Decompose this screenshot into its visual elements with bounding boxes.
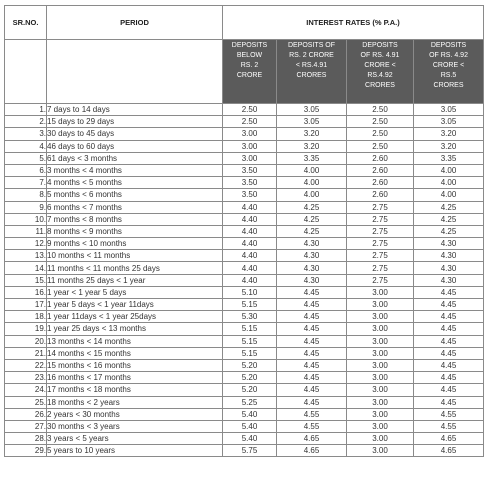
- sr-no-cell: 17.: [5, 299, 47, 311]
- rate-cell: 5.30: [223, 311, 277, 323]
- period-subheader-blank: [47, 40, 223, 104]
- period-cell: 3 years < 5 years: [47, 433, 223, 445]
- rate-cell: 4.00: [414, 189, 484, 201]
- sr-no-cell: 15.: [5, 274, 47, 286]
- sr-no-cell: 10.: [5, 213, 47, 225]
- rate-cell: 3.00: [347, 335, 414, 347]
- interest-rate-table-container: [4, 5, 484, 457]
- rate-cell: 4.55: [277, 420, 347, 432]
- rate-cell: 3.05: [414, 104, 484, 116]
- rate-cell: 4.40: [223, 238, 277, 250]
- period-cell: 1 year 5 days < 1 year 11days: [47, 299, 223, 311]
- rate-cell: 5.20: [223, 384, 277, 396]
- table-row: [5, 262, 484, 274]
- rate-cell: 4.30: [414, 238, 484, 250]
- deposit-bracket-header-line: RS. 2: [240, 62, 259, 69]
- rate-cell: 4.25: [277, 213, 347, 225]
- period-cell: 10 months < 11 months: [47, 250, 223, 262]
- rate-cell: 5.20: [223, 359, 277, 371]
- period-cell: 16 months < 17 months: [47, 372, 223, 384]
- table-row: [5, 152, 484, 164]
- rate-cell: 3.00: [347, 299, 414, 311]
- sr-no-cell: 23.: [5, 372, 47, 384]
- table-row: [5, 384, 484, 396]
- table-row: [5, 250, 484, 262]
- rate-cell: 5.75: [223, 445, 277, 457]
- table-row: [5, 347, 484, 359]
- deposit-bracket-header-line: CRORES: [433, 82, 464, 89]
- rate-cell: 3.50: [223, 164, 277, 176]
- table-row: [5, 408, 484, 420]
- rate-cell: 4.25: [414, 201, 484, 213]
- rate-cell: 4.45: [414, 359, 484, 371]
- rate-cell: 3.00: [347, 372, 414, 384]
- rate-cell: 4.55: [414, 420, 484, 432]
- period-cell: 30 months < 3 years: [47, 420, 223, 432]
- period-header: PERIOD: [47, 6, 223, 40]
- rate-cell: 4.45: [414, 286, 484, 298]
- rate-cell: 4.45: [414, 384, 484, 396]
- rate-cell: 3.00: [223, 128, 277, 140]
- sr-no-cell: 20.: [5, 335, 47, 347]
- table-row: [5, 238, 484, 250]
- deposit-bracket-header-line: < RS.4.91: [295, 62, 328, 69]
- table-row: [5, 177, 484, 189]
- rate-cell: 3.00: [347, 396, 414, 408]
- table-row: [5, 299, 484, 311]
- rate-cell: 3.00: [347, 347, 414, 359]
- period-cell: 7 days to 14 days: [47, 104, 223, 116]
- rate-cell: 4.25: [277, 201, 347, 213]
- table-row: [5, 225, 484, 237]
- rate-cell: 2.50: [347, 116, 414, 128]
- rate-cell: 3.00: [223, 140, 277, 152]
- period-cell: 61 days < 3 months: [47, 152, 223, 164]
- rate-cell: 5.15: [223, 299, 277, 311]
- rate-cell: 3.00: [347, 420, 414, 432]
- table-row: [5, 372, 484, 384]
- period-cell: 17 months < 18 months: [47, 384, 223, 396]
- table-row: [5, 116, 484, 128]
- table-row: [5, 311, 484, 323]
- rate-cell: 5.15: [223, 323, 277, 335]
- deposit-bracket-header-line: CRORES: [365, 82, 395, 89]
- rate-cell: 4.30: [277, 238, 347, 250]
- rate-cell: 2.60: [347, 177, 414, 189]
- rate-cell: 2.50: [223, 116, 277, 128]
- sr-no-cell: 13.: [5, 250, 47, 262]
- rate-cell: 2.50: [223, 104, 277, 116]
- rate-cell: 4.65: [414, 445, 484, 457]
- period-cell: 1 year 25 days < 13 months: [47, 323, 223, 335]
- sr-no-cell: 26.: [5, 408, 47, 420]
- rate-cell: 4.65: [277, 433, 347, 445]
- sr-no-cell: 5.: [5, 152, 47, 164]
- rate-cell: 3.00: [347, 433, 414, 445]
- sr-no-cell: 12.: [5, 238, 47, 250]
- rate-cell: 3.00: [223, 152, 277, 164]
- header-row: [5, 6, 484, 40]
- rate-cell: 4.45: [414, 323, 484, 335]
- sr-no-cell: 11.: [5, 225, 47, 237]
- deposit-bracket-header-line: OF RS. 4.91: [360, 52, 400, 59]
- rate-cell: 4.25: [414, 225, 484, 237]
- table-row: [5, 189, 484, 201]
- rate-cell: 3.50: [223, 189, 277, 201]
- deposit-bracket-header: [223, 40, 277, 104]
- deposit-bracket-header-line: DEPOSITS OF: [287, 42, 336, 49]
- rate-cell: 5.40: [223, 408, 277, 420]
- rate-cell: 4.40: [223, 225, 277, 237]
- period-cell: 46 days to 60 days: [47, 140, 223, 152]
- sr-no-cell: 18.: [5, 311, 47, 323]
- table-row: [5, 396, 484, 408]
- period-cell: 7 months < 8 months: [47, 213, 223, 225]
- rate-cell: 4.45: [414, 299, 484, 311]
- period-cell: 1 year 11days < 1 year 25days: [47, 311, 223, 323]
- rate-cell: 2.75: [347, 213, 414, 225]
- sr-no-cell: 8.: [5, 189, 47, 201]
- rate-cell: 2.75: [347, 201, 414, 213]
- deposit-bracket-header-line: CRORES: [296, 72, 327, 79]
- rate-cell: 4.45: [277, 372, 347, 384]
- rate-cell: 4.45: [277, 299, 347, 311]
- rate-cell: 4.45: [277, 335, 347, 347]
- rate-cell: 3.00: [347, 286, 414, 298]
- period-cell: 8 months < 9 months: [47, 225, 223, 237]
- rate-cell: 4.45: [277, 384, 347, 396]
- rate-cell: 4.45: [414, 335, 484, 347]
- table-row: [5, 286, 484, 298]
- rate-cell: 3.05: [277, 116, 347, 128]
- rate-cell: 2.60: [347, 189, 414, 201]
- rate-cell: 3.50: [223, 177, 277, 189]
- sr-no-cell: 24.: [5, 384, 47, 396]
- period-cell: 6 months < 7 months: [47, 201, 223, 213]
- rate-cell: 2.75: [347, 262, 414, 274]
- sr-no-cell: 16.: [5, 286, 47, 298]
- table-row: [5, 433, 484, 445]
- rate-cell: 3.20: [277, 140, 347, 152]
- rate-cell: 2.50: [347, 140, 414, 152]
- subheader-row: [5, 40, 484, 104]
- rate-cell: 4.45: [277, 347, 347, 359]
- period-cell: 11 months 25 days < 1 year: [47, 274, 223, 286]
- sr-no-cell: 9.: [5, 201, 47, 213]
- rate-cell: 4.30: [277, 250, 347, 262]
- rate-cell: 5.40: [223, 420, 277, 432]
- table-row: [5, 164, 484, 176]
- table-row: [5, 104, 484, 116]
- rate-cell: 4.45: [277, 359, 347, 371]
- rate-cell: 4.00: [277, 164, 347, 176]
- sr-no-subheader-blank: [5, 40, 47, 104]
- sr-no-cell: 27.: [5, 420, 47, 432]
- deposit-bracket-header-line: CRORE: [236, 72, 263, 79]
- period-cell: 14 months < 15 months: [47, 347, 223, 359]
- rate-cell: 2.75: [347, 238, 414, 250]
- rate-cell: 5.20: [223, 372, 277, 384]
- table-row: [5, 420, 484, 432]
- rate-cell: 5.40: [223, 433, 277, 445]
- deposit-bracket-header-line: RS.4.92: [367, 72, 393, 79]
- deposit-bracket-header-line: BELOW: [236, 52, 263, 59]
- rate-cell: 5.15: [223, 335, 277, 347]
- rate-cell: 4.30: [414, 250, 484, 262]
- deposit-bracket-header-line: RS. 2 CRORE: [289, 52, 334, 59]
- deposit-bracket-header-line: DEPOSITS: [430, 42, 467, 49]
- rate-cell: 4.00: [277, 177, 347, 189]
- sr-no-cell: 21.: [5, 347, 47, 359]
- rate-cell: 3.05: [414, 116, 484, 128]
- table-row: [5, 323, 484, 335]
- deposit-bracket-header-line: RS.5: [440, 72, 457, 79]
- rate-cell: 3.35: [414, 152, 484, 164]
- rate-rows: [5, 104, 484, 457]
- period-cell: 9 months < 10 months: [47, 238, 223, 250]
- period-cell: 13 months < 14 months: [47, 335, 223, 347]
- rate-cell: 4.30: [414, 262, 484, 274]
- rate-cell: 2.75: [347, 250, 414, 262]
- sr-no-header: SR.NO.: [5, 6, 47, 40]
- rate-cell: 4.00: [414, 177, 484, 189]
- rate-cell: 3.35: [277, 152, 347, 164]
- rate-cell: 4.00: [277, 189, 347, 201]
- deposit-bracket-header: [347, 40, 414, 104]
- period-cell: 15 days to 29 days: [47, 116, 223, 128]
- rate-cell: 3.00: [347, 445, 414, 457]
- table-row: [5, 128, 484, 140]
- rate-cell: 4.45: [277, 323, 347, 335]
- sr-no-cell: 22.: [5, 359, 47, 371]
- rate-cell: 4.65: [414, 433, 484, 445]
- rate-cell: 4.45: [414, 396, 484, 408]
- period-cell: 5 months < 6 months: [47, 189, 223, 201]
- deposit-bracket-header-line: CRORE <: [364, 62, 396, 69]
- period-cell: 18 months < 2 years: [47, 396, 223, 408]
- rate-cell: 3.20: [414, 140, 484, 152]
- rate-cell: 2.60: [347, 164, 414, 176]
- rate-cell: 4.30: [277, 262, 347, 274]
- deposit-bracket-header-line: OF RS. 4.92: [429, 52, 468, 59]
- rate-cell: 3.20: [277, 128, 347, 140]
- rate-cell: 4.65: [277, 445, 347, 457]
- table-row: [5, 359, 484, 371]
- rate-cell: 4.25: [277, 225, 347, 237]
- interest-rate-table: [4, 5, 484, 457]
- period-cell: 4 months < 5 months: [47, 177, 223, 189]
- rate-cell: 4.45: [414, 372, 484, 384]
- sr-no-cell: 1.: [5, 104, 47, 116]
- sr-no-cell: 14.: [5, 262, 47, 274]
- interest-rates-header: INTEREST RATES (% P.A.): [223, 6, 484, 40]
- rate-cell: 3.00: [347, 311, 414, 323]
- rate-cell: 4.40: [223, 201, 277, 213]
- rate-cell: 3.20: [414, 128, 484, 140]
- table-row: [5, 201, 484, 213]
- rate-cell: 4.00: [414, 164, 484, 176]
- rate-cell: 2.75: [347, 274, 414, 286]
- rate-cell: 5.15: [223, 347, 277, 359]
- deposit-bracket-header: [277, 40, 347, 104]
- period-cell: 30 days to 45 days: [47, 128, 223, 140]
- rate-cell: 2.75: [347, 225, 414, 237]
- table-row: [5, 335, 484, 347]
- deposit-bracket-header: [414, 40, 484, 104]
- rate-cell: 5.10: [223, 286, 277, 298]
- rate-cell: 3.00: [347, 384, 414, 396]
- rate-cell: 4.45: [414, 311, 484, 323]
- rate-cell: 2.60: [347, 152, 414, 164]
- sr-no-cell: 3.: [5, 128, 47, 140]
- period-cell: 15 months < 16 months: [47, 359, 223, 371]
- rate-cell: 4.30: [277, 274, 347, 286]
- rate-cell: 4.45: [414, 347, 484, 359]
- deposit-bracket-header-line: DEPOSITS: [362, 42, 398, 49]
- rate-cell: 4.40: [223, 274, 277, 286]
- period-cell: 2 years < 30 months: [47, 408, 223, 420]
- sr-no-cell: 4.: [5, 140, 47, 152]
- rate-cell: 4.25: [414, 213, 484, 225]
- deposit-bracket-header-line: DEPOSITS: [231, 42, 268, 49]
- rate-cell: 4.40: [223, 262, 277, 274]
- rate-cell: 2.50: [347, 104, 414, 116]
- rate-cell: 4.30: [414, 274, 484, 286]
- rate-cell: 4.45: [277, 311, 347, 323]
- period-cell: 3 months < 4 months: [47, 164, 223, 176]
- deposit-bracket-header-line: CRORE <: [432, 62, 465, 69]
- period-cell: 5 years to 10 years: [47, 445, 223, 457]
- table-row: [5, 445, 484, 457]
- sr-no-cell: 6.: [5, 164, 47, 176]
- rate-cell: 4.40: [223, 213, 277, 225]
- sr-no-cell: 2.: [5, 116, 47, 128]
- rate-cell: 3.00: [347, 408, 414, 420]
- period-cell: 11 months < 11 months 25 days: [47, 262, 223, 274]
- rate-cell: 3.00: [347, 359, 414, 371]
- sr-no-cell: 25.: [5, 396, 47, 408]
- rate-cell: 4.40: [223, 250, 277, 262]
- rate-cell: 4.45: [277, 286, 347, 298]
- rate-cell: 4.45: [277, 396, 347, 408]
- rate-cell: 5.25: [223, 396, 277, 408]
- sr-no-cell: 19.: [5, 323, 47, 335]
- table-row: [5, 274, 484, 286]
- sr-no-cell: 29.: [5, 445, 47, 457]
- rate-cell: 3.05: [277, 104, 347, 116]
- table-row: [5, 140, 484, 152]
- sr-no-cell: 28.: [5, 433, 47, 445]
- period-cell: 1 year < 1 year 5 days: [47, 286, 223, 298]
- rate-cell: 3.00: [347, 323, 414, 335]
- sr-no-cell: 7.: [5, 177, 47, 189]
- rate-cell: 4.55: [414, 408, 484, 420]
- table-row: [5, 213, 484, 225]
- rate-cell: 2.50: [347, 128, 414, 140]
- rate-cell: 4.55: [277, 408, 347, 420]
